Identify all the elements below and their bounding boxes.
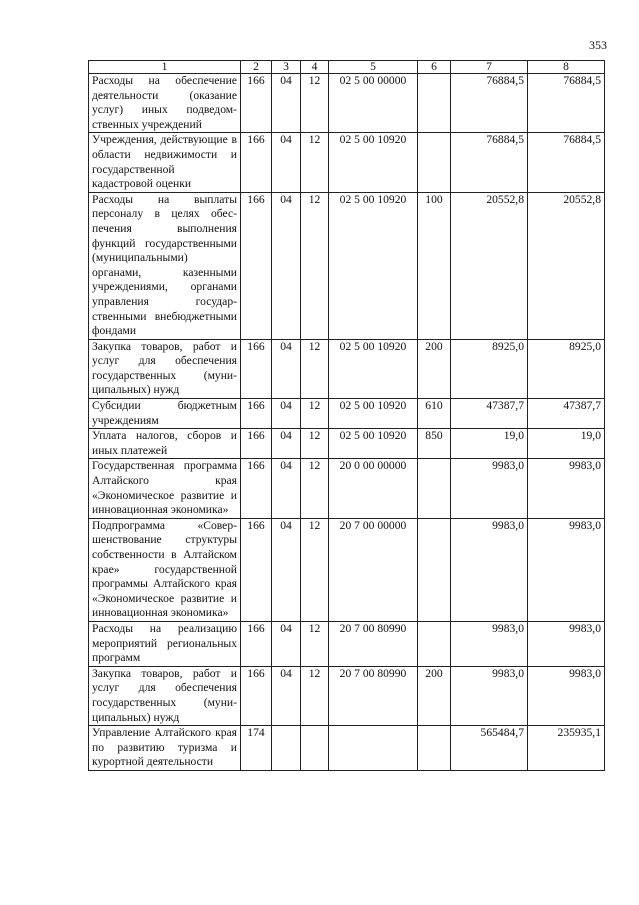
table-row: [89, 133, 605, 192]
table-row: [89, 726, 605, 771]
target-item-cell: 20 7 00 80990: [329, 666, 418, 725]
amount-col7-cell: 9983,0: [451, 459, 528, 518]
row-name-cell: Государственная программа Алтайского края «Экономическое развитие и инновационная экономика»: [89, 459, 241, 518]
expense-type-cell: 200: [418, 666, 451, 725]
target-item-cell: 20 7 00 80990: [329, 621, 418, 666]
amount-col7-cell: 565484,7: [451, 726, 528, 771]
column-header: 2: [241, 61, 272, 74]
section-cell: 04: [272, 339, 301, 398]
amount-col8-cell: 20552,8: [528, 192, 605, 339]
column-header: 4: [301, 61, 329, 74]
expense-type-cell: [418, 459, 451, 518]
admin-code-cell: 166: [241, 621, 272, 666]
amount-col7-cell: 9983,0: [451, 621, 528, 666]
expense-type-cell: 100: [418, 192, 451, 339]
expense-type-cell: 200: [418, 339, 451, 398]
section-cell: 04: [272, 621, 301, 666]
subsection-cell: 12: [301, 133, 329, 192]
row-name-cell: Расходы на реализацию мероприятий региональных программ: [89, 621, 241, 666]
admin-code-cell: 166: [241, 74, 272, 133]
target-item-cell: [329, 726, 418, 771]
row-name-cell: Закупка товаров, работ и услуг для обеспечения государственных (муниципальных) нужд: [89, 666, 241, 725]
row-name-cell: Закупка товаров, работ и услуг для обеспечения государственных (муниципальных) нужд: [89, 339, 241, 398]
expense-type-cell: [418, 133, 451, 192]
amount-col8-cell: 47387,7: [528, 399, 605, 429]
table-row: [89, 666, 605, 725]
amount-col8-cell: 76884,5: [528, 74, 605, 133]
amount-col8-cell: 9983,0: [528, 518, 605, 621]
subsection-cell: 12: [301, 666, 329, 725]
amount-col7-cell: 8925,0: [451, 339, 528, 398]
admin-code-cell: 166: [241, 339, 272, 398]
section-cell: 04: [272, 518, 301, 621]
column-header: 7: [451, 61, 528, 74]
page-number: 353: [589, 38, 607, 52]
amount-col8-cell: 9983,0: [528, 621, 605, 666]
section-cell: 04: [272, 192, 301, 339]
target-item-cell: 20 0 00 00000: [329, 459, 418, 518]
expense-type-cell: 610: [418, 399, 451, 429]
admin-code-cell: 166: [241, 429, 272, 459]
row-name-cell: Учреждения, действующие в области недвижимости и государственной кадастровой оценки: [89, 133, 241, 192]
expense-type-cell: [418, 518, 451, 621]
amount-col8-cell: 9983,0: [528, 459, 605, 518]
target-item-cell: 02 5 00 10920: [329, 429, 418, 459]
expense-type-cell: 850: [418, 429, 451, 459]
admin-code-cell: 166: [241, 399, 272, 429]
admin-code-cell: 166: [241, 518, 272, 621]
row-name-cell: Субсидии бюджетным учреждениям: [89, 399, 241, 429]
amount-col8-cell: 235935,1: [528, 726, 605, 771]
table-row: [89, 429, 605, 459]
target-item-cell: 02 5 00 00000: [329, 74, 418, 133]
subsection-cell: 12: [301, 429, 329, 459]
section-cell: 04: [272, 74, 301, 133]
table-row: [89, 459, 605, 518]
expense-type-cell: [418, 621, 451, 666]
column-header: 6: [418, 61, 451, 74]
amount-col7-cell: 20552,8: [451, 192, 528, 339]
subsection-cell: 12: [301, 459, 329, 518]
admin-code-cell: 166: [241, 133, 272, 192]
admin-code-cell: 166: [241, 192, 272, 339]
section-cell: 04: [272, 399, 301, 429]
section-cell: [272, 726, 301, 771]
table-row: [89, 74, 605, 133]
target-item-cell: 20 7 00 00000: [329, 518, 418, 621]
target-item-cell: 02 5 00 10920: [329, 339, 418, 398]
admin-code-cell: 166: [241, 666, 272, 725]
table-row: [89, 192, 605, 339]
table-row: [89, 399, 605, 429]
section-cell: 04: [272, 429, 301, 459]
row-name-cell: Расходы на выплаты персоналу в целях обеспечения выполнения функций государственными (муниципальными) органами, казенными учреждениями, органами управления государственными внебюджетными фондами: [89, 192, 241, 339]
amount-col8-cell: 8925,0: [528, 339, 605, 398]
subsection-cell: 12: [301, 339, 329, 398]
subsection-cell: 12: [301, 74, 329, 133]
amount-col7-cell: 76884,5: [451, 133, 528, 192]
subsection-cell: 12: [301, 399, 329, 429]
amount-col7-cell: 9983,0: [451, 666, 528, 725]
section-cell: 04: [272, 133, 301, 192]
column-header: 8: [528, 61, 605, 74]
budget-table: [88, 60, 605, 771]
section-cell: 04: [272, 666, 301, 725]
row-name-cell: Расходы на обеспечение деятельности (оказание услуг) иных подведомственных учреждений: [89, 74, 241, 133]
subsection-cell: 12: [301, 518, 329, 621]
column-header: 1: [89, 61, 241, 74]
target-item-cell: 02 5 00 10920: [329, 399, 418, 429]
header-row: [89, 61, 605, 74]
target-item-cell: 02 5 00 10920: [329, 133, 418, 192]
admin-code-cell: 174: [241, 726, 272, 771]
amount-col7-cell: 76884,5: [451, 74, 528, 133]
amount-col7-cell: 9983,0: [451, 518, 528, 621]
row-name-cell: Подпрограмма «Совершенствование структуры собственности в Алтайском крае» государственной программы Алтайского края «Экономическое развитие и инновационная экономика»: [89, 518, 241, 621]
expense-type-cell: [418, 74, 451, 133]
subsection-cell: 12: [301, 621, 329, 666]
table-row: [89, 621, 605, 666]
amount-col7-cell: 19,0: [451, 429, 528, 459]
table-row: [89, 518, 605, 621]
subsection-cell: 12: [301, 192, 329, 339]
expense-type-cell: [418, 726, 451, 771]
admin-code-cell: 166: [241, 459, 272, 518]
row-name-cell: Уплата налогов, сборов и иных платежей: [89, 429, 241, 459]
row-name-cell: Управление Алтайского края по развитию туризма и курортной деятельности: [89, 726, 241, 771]
amount-col7-cell: 47387,7: [451, 399, 528, 429]
amount-col8-cell: 76884,5: [528, 133, 605, 192]
column-header: 5: [329, 61, 418, 74]
amount-col8-cell: 19,0: [528, 429, 605, 459]
subsection-cell: [301, 726, 329, 771]
target-item-cell: 02 5 00 10920: [329, 192, 418, 339]
column-header: 3: [272, 61, 301, 74]
table-row: [89, 339, 605, 398]
section-cell: 04: [272, 459, 301, 518]
amount-col8-cell: 9983,0: [528, 666, 605, 725]
